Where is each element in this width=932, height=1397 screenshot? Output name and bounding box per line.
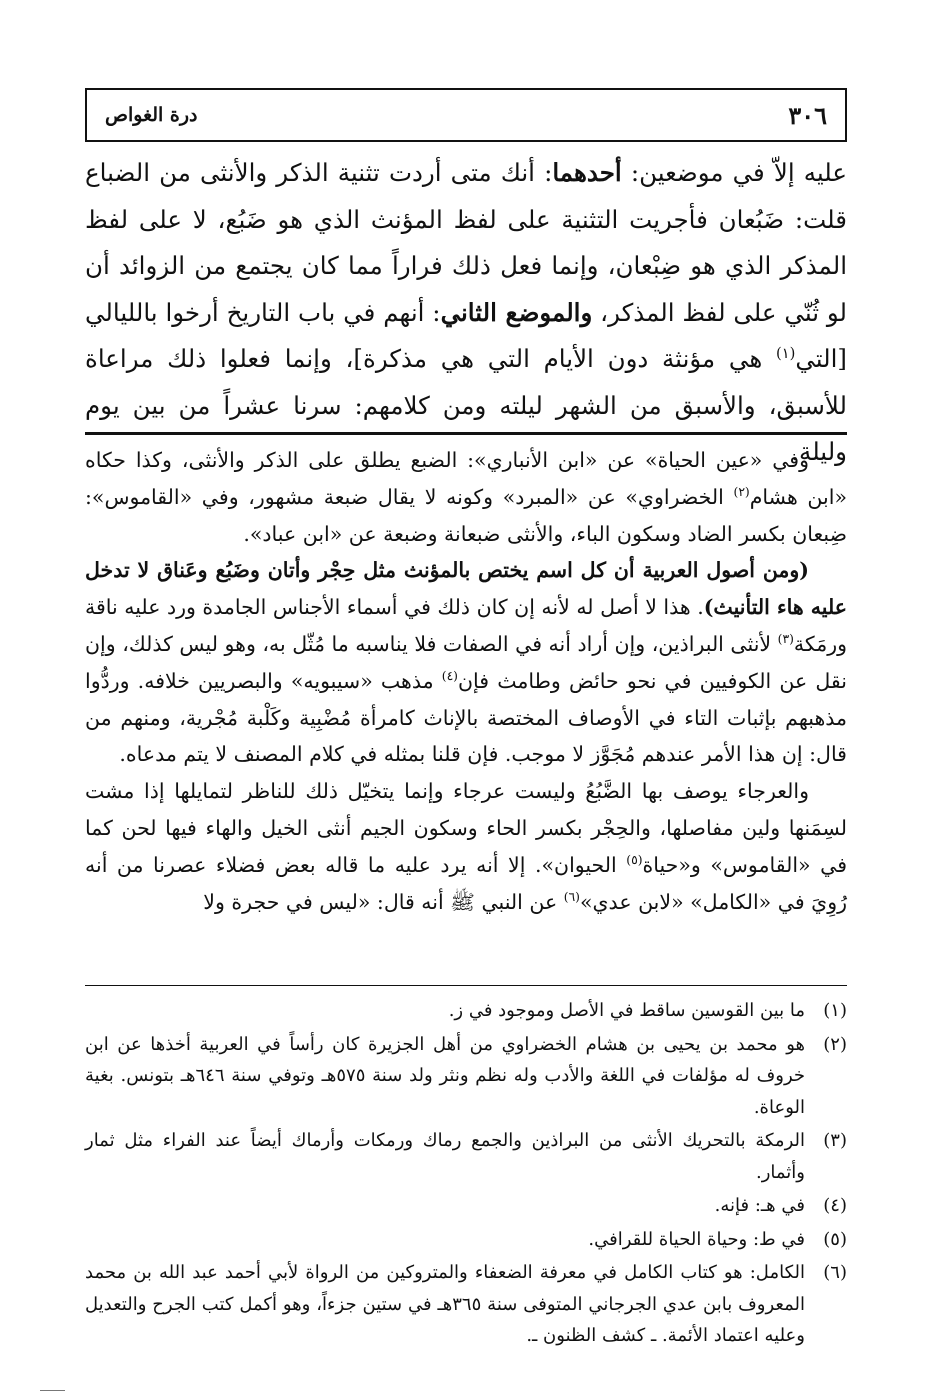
footnote-number: (٢) [823, 1033, 847, 1055]
footnote-ref: (١) [775, 344, 796, 362]
text-run: : أنك متى أردت تثنية الذكر والأنثى من الضباع قلت: ضَبُعان فأجريت التثنية على لفظ المؤنث الذي هو ضَبُع، لا على لفظ المذكر الذي هو ضِبْعان، وإنما فعل ذلك فراراً مما كان يجتمع من الزوائد أن لو ثُنّي على لفظ المذكر، [85, 158, 848, 327]
footnote [85, 1190, 847, 1222]
text-run: عن النبي ﷺ أنه قال: «ليس في حجرة ولا [203, 889, 564, 914]
text-run: الخضراوي» عن «المبرد» وكونه لا يقال ضبعة مشهور، وفي «القاموس»: ضِبعان بكسر الضاد وسكون الباء، والأنثى ضبعانة وضبعة عن «ابن عباد». [85, 484, 847, 546]
page-header [85, 88, 847, 142]
commentary-paragraph [85, 773, 847, 920]
scan-edge-mark [40, 1390, 65, 1391]
text-run: وفي «عين الحياة» عن «ابن الأنباري»: الضبع يطلق على الذكر والأنثى، وكذا حكاه «ابن هشام [85, 448, 847, 509]
text-run: . هذا لا أصل له لأنه إن كان ذلك في أسماء الأجناس الجامدة ورد عليه ناقة ورمَكة [85, 595, 847, 656]
footnote [85, 1029, 847, 1124]
footnote [85, 1224, 847, 1256]
commentary-paragraph [85, 552, 847, 773]
footnote-text: ما بين القوسين ساقط في الأصل وموجود في ز. [448, 1000, 805, 1021]
footnote-ref: (٥) [626, 852, 643, 867]
text-run: مذهب «سيبويه» والبصريين خلافه. وردُّوا مذهبهم بإثبات التاء في الأوصاف المختصة بالإناث كامرأة مُضْبِية وكَلْبة مُجْرية، ومنهم من قال: إن هذا الأمر عندهم مُجَوَّز لا موجب. فإن قلنا بمثله في كلام المصنف لا يتم مدعاه. [85, 668, 847, 767]
text-run: : أنهم في باب التاريخ أرخوا بالليالي [التي [85, 297, 847, 373]
footnote-number: (٤) [823, 1195, 847, 1216]
footnote-ref: (٣) [777, 632, 794, 647]
commentary-paragraph [85, 442, 847, 552]
footnote-text: الرمكة بالتحريك الأنثى من البراذين والجمع رماك ورمكات وأرماك أيضاً عند الفراء مثل ثمار وأثمار. [85, 1130, 805, 1183]
footnote-text: في هـ: فإنه. [714, 1195, 805, 1216]
footnote-ref: (٤) [441, 668, 458, 683]
footnote-ref: (٦) [563, 889, 580, 904]
footnote-text: في ط: وحياة الحياة للقرافي. [588, 1228, 805, 1250]
main-text [85, 150, 847, 476]
bold-term: والموضع الثاني [440, 297, 593, 327]
footnote-number: (٦) [823, 1262, 847, 1283]
footnote [85, 995, 847, 1027]
main-separator-rule [85, 432, 847, 435]
quoted-matn: (ومن أصول العربية أن كل اسم يختص بالمؤنث مثل حِجْر وأتان وضَبُع وعَناق لا تدخل عليه هاء التأنيث) [85, 558, 847, 620]
page-number: ٣٠٦ [788, 100, 827, 130]
running-title: درة الغواص [105, 104, 198, 126]
footnotes [85, 995, 847, 1354]
text-run: لأنثى البراذين، وإن أراد أنه في الصفات فلا يناسبه ما مُثّل به، وهو ليس كذلك، وإن نقل عن الكوفيين في نحو حائض وطامث فإن [85, 631, 847, 693]
text-run: الحيوان». إلا أنه يرد عليه ما قاله بعض فضلاء عصرنا من أنه رُوِيَ في «الكامل» «لابن عدي» [85, 852, 847, 914]
footnote-text: هو محمد بن يحيى بن هشام الخضراوي من أهل الجزيرة كان رأساً في العربية أخذها عن ابن خروف له مؤلفات في اللغة والأدب وله نظم ونثر ولد سنة ٥٧٥هـ وتوفي سنة ٦٤٦هـ بتونس. بغية الوعاة. [85, 1033, 806, 1118]
text-run: عليه إلاّ في موضعين: [621, 158, 847, 187]
footnote-ref: (٢) [733, 484, 750, 499]
commentary-text [85, 442, 847, 920]
footnote-number: (٥) [823, 1228, 847, 1250]
footnote-text: الكامل: هو كتاب الكامل في معرفة الضعفاء والمتروكين من الرواة لأبي أحمد عبد الله بن محمد المعروف بابن عدي الجرجاني المتوفى سنة ٣٦٥هـ في ستين جزءاً، وهو أكمل كتب الجرح والتعديل وعليه اعتماد الأئمة. ـ كشف الظنون ـ. [85, 1262, 805, 1346]
bold-term: أحدهما [552, 158, 622, 187]
footnote-separator-rule [85, 985, 847, 986]
footnote-number: (٣) [823, 1130, 847, 1151]
text-run: هي مؤنثة دون الأيام التي هي مذكرة]، وإنما فعلوا ذلك مراعاة للأسبق، والأسبق من الشهر ليلته ومن كلامهم: سرنا عشراً من بين يوم وليلة. [85, 344, 847, 466]
footnote [85, 1257, 847, 1352]
footnote [85, 1125, 847, 1188]
main-paragraph [85, 150, 847, 476]
footnote-number: (١) [823, 1000, 847, 1021]
text-run: والعرجاء يوصف بها الضَّبُعُ وليست عرجاء وإنما يتخيّل ذلك للناظر لتمايلها إذا مشت لسِمَنها ولين مفاصلها، والحِجْر بكسر الحاء وسكون الجيم أنثى الخيل والهاء فيها لحن كما في «القاموس» و«حياة [85, 779, 847, 877]
